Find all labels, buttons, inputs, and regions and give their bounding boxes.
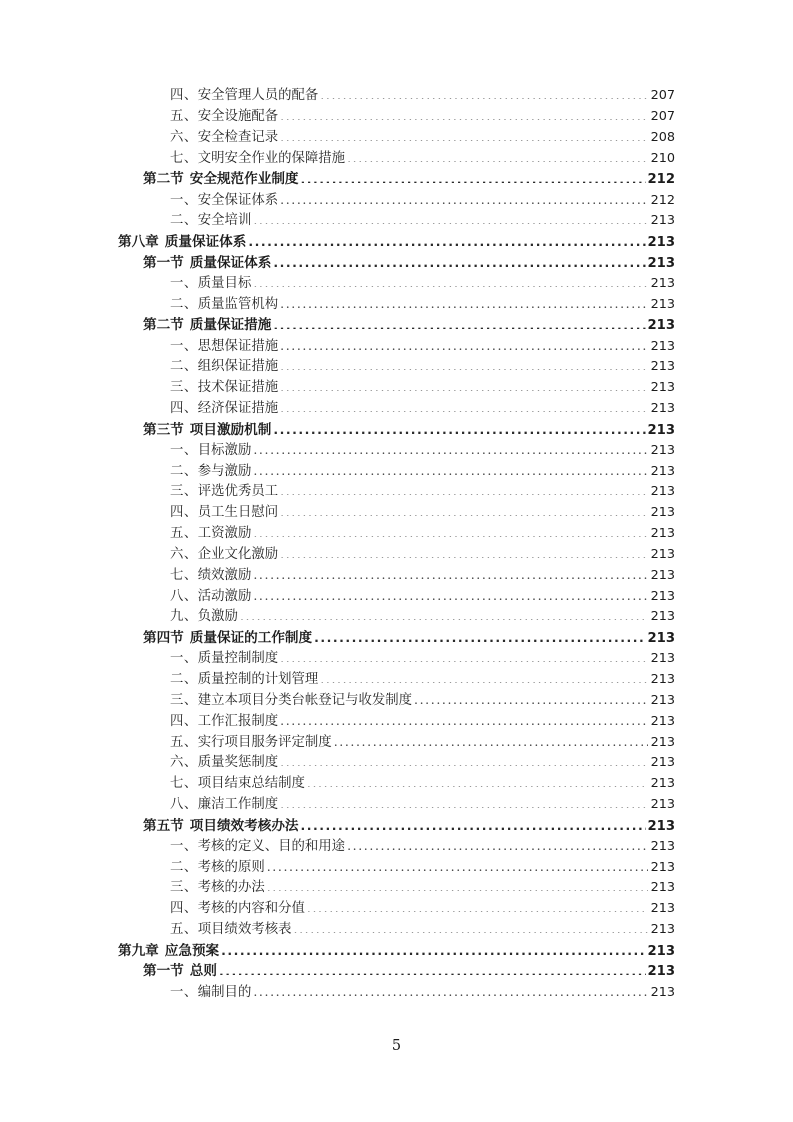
toc-entry-page-number: 213	[650, 526, 675, 542]
toc-entry-page-number: 213	[650, 776, 675, 792]
dot-leader	[253, 524, 648, 537]
dot-leader	[347, 149, 648, 162]
toc-entry-item[interactable]	[0, 857, 793, 878]
toc-entry-title: 质量控制制度	[197, 651, 279, 667]
dot-leader	[280, 128, 648, 141]
dot-leader	[253, 274, 648, 287]
toc-entry-page-number: 213	[650, 275, 675, 291]
toc-entry-label	[170, 441, 251, 462]
dot-leader	[240, 607, 648, 620]
toc-entry-number: 第二节	[143, 317, 184, 334]
toc-entry-title: 实行项目服务评定制度	[197, 734, 332, 750]
toc-entry-page-number: 213	[650, 672, 675, 688]
dot-leader	[253, 211, 648, 224]
toc-entry-title: 活动激励	[197, 588, 252, 604]
toc-entry-number: 七、	[170, 567, 198, 583]
toc-entry-label	[143, 628, 312, 649]
toc-entry-title: 总则	[189, 963, 217, 980]
dot-leader	[280, 399, 648, 412]
toc-entry-label	[170, 545, 278, 566]
toc-entry-label	[143, 315, 271, 336]
toc-entry-label	[170, 733, 332, 754]
toc-entry-label	[118, 232, 246, 253]
toc-entry-number: 五、	[170, 922, 198, 938]
toc-entry-number: 五、	[170, 734, 198, 750]
toc-entry-title: 质量保证措施	[189, 317, 272, 334]
toc-entry-title: 评选优秀员工	[197, 484, 279, 500]
toc-entry-title: 思想保证措施	[197, 338, 279, 354]
toc-entry-page-number: 213	[647, 255, 675, 271]
toc-entry-page-number: 213	[650, 880, 675, 896]
toc-entry-page-number: 213	[650, 922, 675, 938]
toc-entry-label	[170, 482, 278, 503]
toc-entry-number: 四、	[170, 505, 198, 521]
toc-entry-label	[170, 191, 278, 212]
toc-entry-section[interactable]	[0, 816, 793, 837]
dot-leader	[280, 294, 648, 307]
toc-entry-number: 一、	[170, 442, 198, 458]
toc-entry-page-number: 213	[650, 859, 675, 875]
toc-entry-item[interactable]	[0, 711, 793, 732]
toc-entry-page-number: 213	[650, 338, 675, 354]
toc-entry-page-number: 213	[647, 818, 675, 834]
toc-entry-number: 三、	[170, 380, 198, 396]
dot-leader	[253, 440, 648, 453]
toc-entry-number: 第八章	[118, 233, 159, 250]
toc-entry-label	[170, 566, 251, 587]
toc-entry-title: 应急预案	[164, 942, 220, 959]
toc-entry-item[interactable]	[0, 920, 793, 941]
toc-entry-item[interactable]	[0, 649, 793, 670]
toc-entry-item[interactable]	[0, 982, 793, 1003]
toc-entry-label	[170, 503, 278, 524]
toc-entry-page-number: 213	[650, 797, 675, 813]
toc-entry-page-number: 213	[650, 755, 675, 771]
toc-entry-item[interactable]	[0, 607, 793, 628]
toc-entry-number: 二、	[170, 213, 198, 229]
toc-entry-title: 考核的办法	[197, 880, 265, 896]
toc-entry-item[interactable]	[0, 399, 793, 420]
toc-entry-title: 质量保证体系	[164, 233, 247, 250]
dot-leader	[280, 357, 648, 370]
toc-entry-label	[170, 128, 278, 149]
toc-entry-page-number: 213	[650, 463, 675, 479]
dot-leader	[334, 732, 648, 745]
toc-entry-number: 六、	[170, 546, 198, 562]
toc-entry-page-number: 213	[647, 318, 675, 334]
toc-entry-page-number: 213	[650, 567, 675, 583]
toc-entry-label	[170, 399, 278, 420]
dot-leader	[280, 190, 648, 203]
footer-page-number: 5	[391, 1038, 402, 1054]
toc-entry-number: 五、	[170, 526, 198, 542]
toc-entry-label	[170, 295, 278, 316]
toc-entry-label	[170, 920, 292, 941]
toc-entry-title: 建立本项目分类台帐登记与收发制度	[197, 692, 413, 708]
dot-leader	[280, 107, 648, 120]
toc-entry-chapter[interactable]	[0, 232, 793, 253]
toc-entry-number: 第五节	[143, 817, 184, 834]
dot-leader	[280, 753, 648, 766]
toc-entry-page-number: 213	[650, 505, 675, 521]
toc-entry-label	[170, 774, 305, 795]
dot-leader	[280, 545, 648, 558]
toc-entry-title: 组织保证措施	[197, 359, 279, 375]
dot-leader	[414, 690, 648, 703]
toc-entry-label	[143, 420, 271, 441]
toc-entry-number: 九、	[170, 609, 198, 625]
toc-entry-label	[170, 357, 278, 378]
dot-leader	[221, 941, 646, 955]
toc-entry-title: 项目结束总结制度	[197, 776, 305, 792]
toc-entry-number: 六、	[170, 130, 198, 146]
dot-leader	[253, 586, 648, 599]
toc-entry-item[interactable]	[0, 86, 793, 107]
toc-entry-number: 第三节	[143, 421, 184, 438]
toc-entry-label	[143, 816, 299, 837]
toc-entry-item[interactable]	[0, 149, 793, 170]
toc-entry-title: 安全保证体系	[197, 192, 279, 208]
toc-entry-section[interactable]	[0, 628, 793, 649]
toc-entry-label	[170, 858, 265, 879]
toc-entry-title: 质量保证的工作制度	[189, 629, 313, 646]
toc-entry-label	[170, 899, 305, 920]
toc-entry-number: 一、	[170, 338, 198, 354]
toc-entry-item[interactable]	[0, 211, 793, 232]
dot-leader	[273, 316, 646, 330]
toc-entry-title: 工资激励	[197, 526, 252, 542]
toc-entry-item[interactable]	[0, 378, 793, 399]
toc-entry-title: 安全培训	[197, 213, 252, 229]
toc-entry-label	[170, 378, 278, 399]
toc-entry-item[interactable]	[0, 565, 793, 586]
toc-entry-item[interactable]	[0, 107, 793, 128]
toc-entry-section[interactable]	[0, 420, 793, 441]
toc-entry-number: 一、	[170, 984, 198, 1000]
toc-entry-item[interactable]	[0, 294, 793, 315]
toc-entry-number: 四、	[170, 88, 198, 104]
toc-entry-item[interactable]	[0, 545, 793, 566]
dot-leader	[280, 503, 648, 516]
dot-leader	[273, 253, 646, 267]
toc-entry-title: 项目激励机制	[189, 421, 272, 438]
toc-entry-page-number: 213	[650, 484, 675, 500]
dot-leader	[320, 86, 648, 99]
toc-entry-title: 目标激励	[197, 442, 252, 458]
toc-entry-item[interactable]	[0, 440, 793, 461]
toc-entry-item[interactable]	[0, 336, 793, 357]
toc-entry-title: 质量目标	[197, 275, 252, 291]
toc-entry-item[interactable]	[0, 753, 793, 774]
toc-entry-item[interactable]	[0, 586, 793, 607]
toc-entry-label	[170, 712, 278, 733]
toc-entry-number: 三、	[170, 692, 198, 708]
toc-entry-item[interactable]	[0, 795, 793, 816]
toc-entry-page-number: 213	[650, 401, 675, 417]
toc-entry-number: 第二节	[143, 171, 184, 188]
toc-entry-title: 工作汇报制度	[197, 713, 279, 729]
toc-entry-title: 经济保证措施	[197, 401, 279, 417]
toc-entry-page-number: 213	[647, 964, 675, 980]
toc-entry-title: 安全设施配备	[197, 109, 279, 125]
toc-entry-label	[170, 691, 412, 712]
toc-entry-title: 安全管理人员的配备	[197, 88, 319, 104]
toc-entry-page-number: 213	[650, 734, 675, 750]
toc-entry-number: 一、	[170, 275, 198, 291]
toc-entry-label	[170, 587, 251, 608]
toc-entry-number: 四、	[170, 401, 198, 417]
toc-entry-label	[170, 983, 251, 1004]
toc-entry-page-number: 212	[650, 192, 675, 208]
toc-entry-page-number: 213	[650, 213, 675, 229]
toc-entry-title: 安全检查记录	[197, 130, 279, 146]
toc-entry-title: 考核的原则	[197, 859, 265, 875]
dot-leader	[307, 774, 648, 787]
toc-entry-number: 七、	[170, 776, 198, 792]
toc-entry-label	[170, 107, 278, 128]
toc-entry-title: 参与激励	[197, 463, 252, 479]
dot-leader	[314, 628, 646, 642]
toc-entry-item[interactable]	[0, 461, 793, 482]
toc-entry-title: 质量保证体系	[189, 254, 272, 271]
dot-leader	[280, 795, 648, 808]
toc-entry-label	[170, 524, 251, 545]
toc-entry-title: 项目绩效考核表	[197, 922, 292, 938]
dot-leader	[248, 232, 646, 246]
toc-entry-page-number: 207	[650, 88, 675, 104]
toc-entry-section[interactable]	[0, 315, 793, 336]
toc-entry-title: 编制目的	[197, 984, 252, 1000]
toc-entry-label	[170, 607, 238, 628]
toc-entry-title: 质量奖惩制度	[197, 755, 279, 771]
dot-leader	[280, 711, 648, 724]
toc-entry-label	[170, 337, 278, 358]
dot-leader	[294, 920, 648, 933]
toc-entry-section[interactable]	[0, 169, 793, 190]
toc-entry-title: 技术保证措施	[197, 380, 279, 396]
toc-entry-label	[143, 253, 271, 274]
toc-entry-title: 负激励	[197, 609, 238, 625]
toc-entry-label	[143, 169, 299, 190]
toc-entry-number: 第一节	[143, 963, 184, 980]
toc-entry-page-number: 208	[650, 130, 675, 146]
toc-entry-number: 第一节	[143, 254, 184, 271]
toc-entry-page-number: 213	[650, 713, 675, 729]
toc-entry-number: 二、	[170, 859, 198, 875]
toc-entry-label	[118, 941, 219, 962]
toc-entry-page-number: 213	[650, 838, 675, 854]
dot-leader	[301, 816, 647, 830]
toc-entry-title: 质量监管机构	[197, 296, 279, 312]
toc-entry-title: 项目绩效考核办法	[189, 817, 299, 834]
toc-entry-number: 第四节	[143, 629, 184, 646]
toc-entry-page-number: 213	[650, 442, 675, 458]
toc-entry-page-number: 213	[650, 359, 675, 375]
dot-leader	[280, 336, 648, 349]
dot-leader	[301, 170, 647, 184]
toc-entry-number: 八、	[170, 797, 198, 813]
toc-entry-page-number: 213	[650, 692, 675, 708]
toc-entry-item[interactable]	[0, 774, 793, 795]
dot-leader	[320, 670, 648, 683]
toc-entry-title: 考核的内容和分值	[197, 901, 305, 917]
toc-entry-page-number: 213	[650, 546, 675, 562]
toc-entry-item[interactable]	[0, 878, 793, 899]
toc-entry-page-number: 213	[650, 609, 675, 625]
dot-leader	[219, 962, 647, 976]
toc-entry-page-number: 213	[647, 422, 675, 438]
toc-entry-label	[170, 649, 278, 670]
toc-entry-number: 六、	[170, 755, 198, 771]
toc-entry-item[interactable]	[0, 274, 793, 295]
toc-entry-number: 二、	[170, 463, 198, 479]
toc-entry-label	[170, 753, 278, 774]
toc-entry-label	[170, 149, 345, 170]
toc-entry-title: 廉洁工作制度	[197, 797, 279, 813]
toc-entry-label	[170, 274, 251, 295]
toc-entry-page-number: 213	[650, 651, 675, 667]
toc-entry-page-number: 213	[650, 984, 675, 1000]
toc-entry-number: 四、	[170, 713, 198, 729]
toc-entry-item[interactable]	[0, 357, 793, 378]
dot-leader	[280, 378, 648, 391]
toc-entry-label	[143, 961, 217, 982]
toc-entry-section[interactable]	[0, 961, 793, 982]
toc-entry-page-number: 213	[650, 380, 675, 396]
toc-entry-label	[170, 462, 251, 483]
toc-entry-section[interactable]	[0, 253, 793, 274]
toc-entry-item[interactable]	[0, 732, 793, 753]
toc-entry-page-number: 213	[647, 943, 675, 959]
toc-entry-item[interactable]	[0, 503, 793, 524]
toc-entry-label	[170, 670, 318, 691]
toc-entry-number: 四、	[170, 901, 198, 917]
toc-entry-page-number: 212	[647, 172, 675, 188]
toc-entry-number: 三、	[170, 484, 198, 500]
toc-entry-item[interactable]	[0, 190, 793, 211]
toc-entry-page-number: 207	[650, 109, 675, 125]
toc-entry-item[interactable]	[0, 690, 793, 711]
toc-entry-title: 企业文化激励	[197, 546, 279, 562]
toc-entry-item[interactable]	[0, 482, 793, 503]
toc-entry-title: 文明安全作业的保障措施	[197, 150, 346, 166]
toc-entry-item[interactable]	[0, 524, 793, 545]
toc-entry-page-number: 213	[650, 588, 675, 604]
toc-entry-page-number: 213	[647, 234, 675, 250]
toc-entry-title: 质量控制的计划管理	[197, 672, 319, 688]
toc-entry-label	[170, 86, 318, 107]
toc-entry-number: 一、	[170, 838, 198, 854]
dot-leader	[280, 482, 648, 495]
toc-entry-number: 二、	[170, 672, 198, 688]
toc-entry-number: 二、	[170, 359, 198, 375]
toc-entry-item[interactable]	[0, 128, 793, 149]
toc-entry-number: 三、	[170, 880, 198, 896]
toc-entry-page-number: 213	[650, 901, 675, 917]
toc-entry-number: 二、	[170, 296, 198, 312]
toc-entry-item[interactable]	[0, 836, 793, 857]
toc-entry-label	[170, 211, 251, 232]
toc-entry-title: 安全规范作业制度	[189, 171, 299, 188]
toc-entry-page-number: 213	[647, 630, 675, 646]
toc-entry-number: 一、	[170, 651, 198, 667]
toc-entry-title: 绩效激励	[197, 567, 252, 583]
dot-leader	[307, 899, 648, 912]
toc-entry-page-number: 213	[650, 296, 675, 312]
toc-entry-number: 八、	[170, 588, 198, 604]
dot-leader	[347, 836, 648, 849]
toc-entry-item[interactable]	[0, 899, 793, 920]
toc-entry-number: 七、	[170, 150, 198, 166]
toc-entry-number: 一、	[170, 192, 198, 208]
toc-entry-chapter[interactable]	[0, 941, 793, 962]
toc-entry-page-number: 210	[650, 150, 675, 166]
dot-leader	[267, 857, 648, 870]
toc-entry-label	[170, 837, 345, 858]
table-of-contents	[0, 86, 793, 1003]
toc-entry-number: 第九章	[118, 942, 159, 959]
toc-entry-label	[170, 795, 278, 816]
toc-entry-label	[170, 878, 265, 899]
toc-entry-item[interactable]	[0, 670, 793, 691]
dot-leader	[267, 878, 648, 891]
toc-entry-number: 五、	[170, 109, 198, 125]
dot-leader	[253, 982, 648, 995]
dot-leader	[253, 565, 648, 578]
dot-leader	[253, 461, 648, 474]
toc-entry-title: 考核的定义、目的和用途	[197, 838, 346, 854]
toc-entry-title: 员工生日慰问	[197, 505, 279, 521]
dot-leader	[273, 420, 646, 434]
dot-leader	[280, 649, 648, 662]
